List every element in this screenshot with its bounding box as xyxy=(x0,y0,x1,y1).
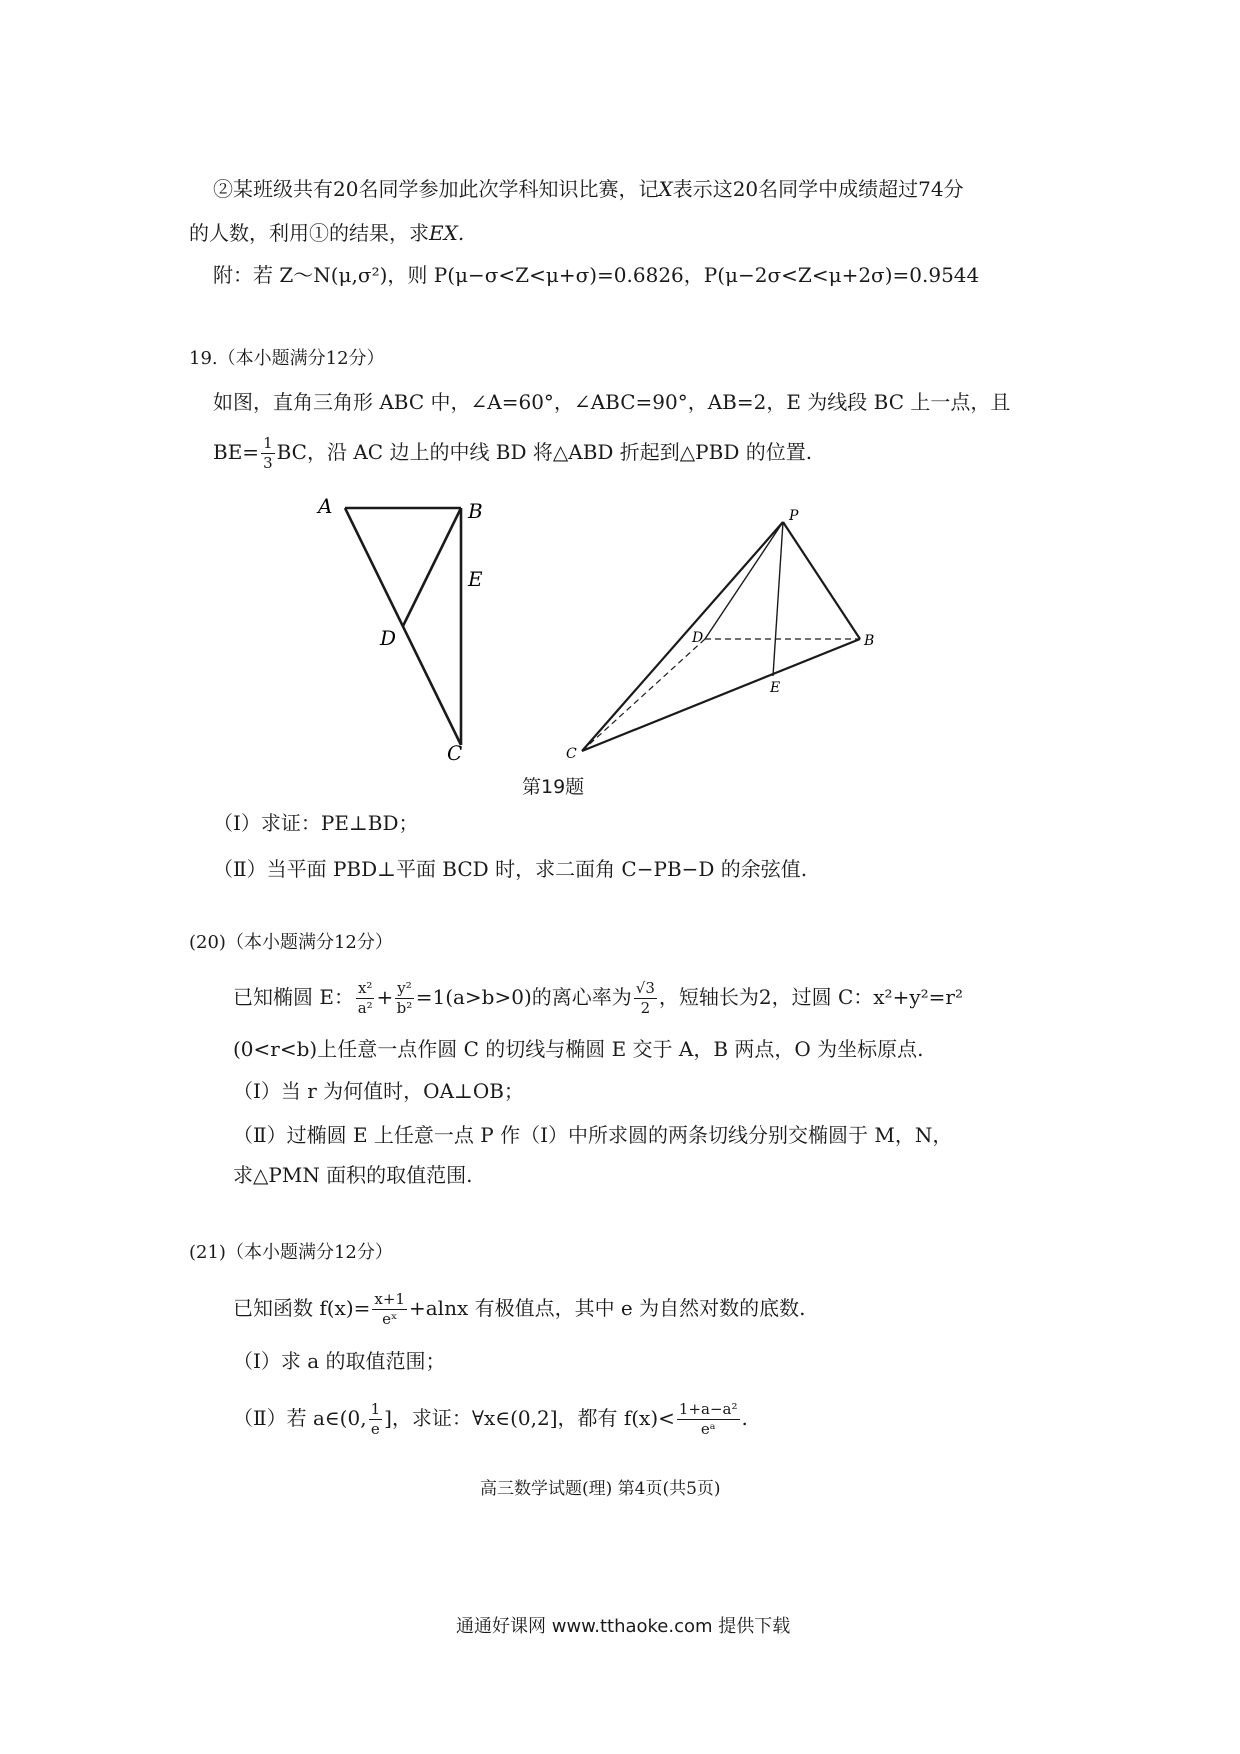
q20-part2-line1: （Ⅱ）过椭圆 E 上任意一点 P 作（Ⅰ）中所求圆的两条切线分别交椭圆于 M，N， xyxy=(233,1123,953,1147)
q20-plus: + xyxy=(376,985,394,1009)
edge-pd xyxy=(705,522,783,639)
label-a: A xyxy=(318,494,333,518)
label-d2: D xyxy=(692,630,704,646)
label-c: C xyxy=(447,741,463,765)
q21-stem-tail: +alnx 有极值点，其中 e 为自然对数的底数. xyxy=(408,1296,806,1320)
figure-tetrahedron xyxy=(582,522,860,751)
q19-frac-num: 1 xyxy=(263,434,273,452)
q20-eccentricity-text: =1(a>b>0)的离心率为 xyxy=(415,985,632,1009)
q20-frac-ecc-num: √3 xyxy=(635,979,655,997)
q21-frac xyxy=(372,1292,407,1327)
q21-part2-mid: ]，求证：∀x∈(0,2]，都有 f(x)< xyxy=(384,1406,675,1430)
label-p: P xyxy=(789,508,799,524)
q18-part2-text-b: 表示这20名同学中成绩超过74分 xyxy=(672,177,964,201)
q18-part2-text-a: ②某班级共有20名同学参加此次学科知识比赛，记 xyxy=(213,177,659,201)
q20-part1: （Ⅰ）当 r 为何值时，OA⊥OB； xyxy=(233,1079,524,1103)
q21-function-label: 已知函数 f(x)= xyxy=(233,1296,371,1320)
q19-frac-den: 3 xyxy=(263,454,273,472)
q19-header: 19.（本小题满分12分） xyxy=(189,348,385,369)
q18-part2-text-c: 的人数，利用①的结果，求 xyxy=(189,221,429,245)
q21-part2-lead: （Ⅱ）若 a∈(0, xyxy=(233,1406,367,1430)
q21-part1: （Ⅰ）求 a 的取值范围； xyxy=(233,1349,446,1373)
download-watermark: 通通好课网 www.tthaoke.com 提供下载 xyxy=(456,1616,791,1637)
label-e: E xyxy=(468,567,483,591)
q19-part1: （Ⅰ）求证：PE⊥BD； xyxy=(213,811,419,835)
edge-pc xyxy=(582,522,783,751)
edge-dc-dashed xyxy=(582,639,705,751)
q20-stem-line2: (0<r<b)上任意一点作圆 C 的切线与椭圆 E 交于 A，B 两点，O 为坐标原点. xyxy=(233,1037,924,1061)
q19-be-label: BE= xyxy=(213,440,260,464)
q21-frac-bound-den: eᵃ xyxy=(700,1420,716,1438)
page-footer: 高三数学试题(理) 第4页(共5页) xyxy=(480,1479,721,1499)
q20-frac-x-num: x² xyxy=(357,979,373,997)
q19-stem-tail: BC，沿 AC 边上的中线 BD 将△ABD 折起到△PBD 的位置. xyxy=(276,440,813,464)
q19-stem-line1: 如图，直角三角形 ABC 中，∠A=60°，∠ABC=90°，AB=2，E 为线段 BC 上一点，且 xyxy=(213,390,1011,414)
edge-pe xyxy=(773,522,783,676)
q18-appendix: 附：若 Z～N(μ,σ²)，则 P(μ−σ<Z<μ+σ)=0.6826，P(μ−2σ<Z<μ+2σ)=0.9544 xyxy=(213,263,980,287)
q20-frac-y xyxy=(395,981,414,1016)
q21-part2-tail: . xyxy=(741,1406,748,1430)
q20-frac-ecc-den: 2 xyxy=(640,999,651,1017)
q21-stem xyxy=(233,1292,806,1327)
edge-cb xyxy=(582,639,860,751)
q21-frac-bound-num: 1+a−a² xyxy=(678,1400,738,1418)
q19-figure-caption: 第19题 xyxy=(522,776,585,798)
q19-figures xyxy=(0,0,1240,800)
edge-pb xyxy=(783,522,860,639)
q21-part2 xyxy=(233,1402,748,1437)
label-c2: C xyxy=(566,746,577,762)
q21-frac-1e-den: e xyxy=(370,1420,380,1438)
q20-stem-line1 xyxy=(233,981,963,1016)
q20-stem-tail: ，短轴长为2，过圆 C：x²+y²=r² xyxy=(658,985,963,1009)
q20-ellipse-label: 已知椭圆 E： xyxy=(233,985,354,1009)
q20-frac-y-num: y² xyxy=(397,979,412,997)
label-b: B xyxy=(468,499,483,523)
q18-var-x: X xyxy=(658,177,673,201)
q20-header: (20)（本小题满分12分） xyxy=(189,932,393,953)
q20-frac-x-den: a² xyxy=(357,999,373,1017)
q21-frac-1e-num: 1 xyxy=(370,1400,381,1418)
median-bd xyxy=(403,508,461,626)
q18-var-ex: EX. xyxy=(429,221,465,245)
figure-triangle-abc xyxy=(345,508,461,745)
q20-frac-y-den: b² xyxy=(396,999,413,1017)
q20-frac-ecc xyxy=(634,981,657,1016)
q19-part2: （Ⅱ）当平面 PBD⊥平面 BCD 时，求二面角 C−PB−D 的余弦值. xyxy=(213,857,808,881)
q20-part2-line2: 求△PMN 面积的取值范围. xyxy=(233,1163,473,1187)
q21-frac-bound xyxy=(677,1402,740,1437)
q20-frac-x xyxy=(356,981,374,1016)
q21-frac-num: x+1 xyxy=(374,1290,405,1308)
q21-frac-den: eˣ xyxy=(382,1310,398,1328)
label-b2: B xyxy=(864,633,875,649)
label-d: D xyxy=(380,626,397,650)
q21-header: (21)（本小题满分12分） xyxy=(189,1242,393,1263)
q21-frac-1e xyxy=(369,1402,383,1437)
label-e2: E xyxy=(770,680,781,696)
